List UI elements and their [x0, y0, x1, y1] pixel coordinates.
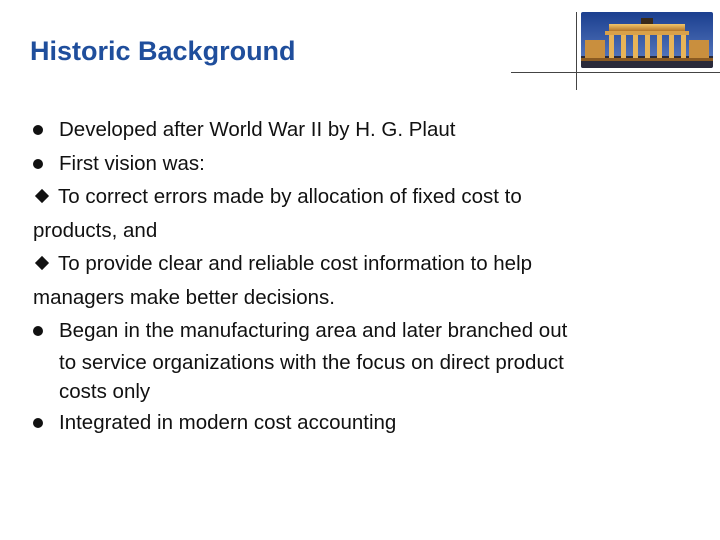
bullet-dot-icon [33, 326, 43, 336]
diamond-item [33, 180, 673, 214]
slide-title: Historic Background [30, 36, 296, 66]
bullet-continuation: costs only [59, 379, 151, 403]
vertical-divider [576, 12, 577, 90]
bullet-text: Integrated in modern cost accounting [59, 410, 397, 434]
bullet-item [33, 147, 673, 181]
bullet-dot-icon [33, 418, 43, 428]
diamond-text: To correct errors made by allocation of fixed cost to [58, 185, 522, 208]
diamond-bullet-icon [35, 256, 49, 270]
diamond-item-continuation: managers make better decisions. [33, 285, 335, 309]
bullet-text: Developed after World War II by H. G. Plaut [59, 118, 456, 141]
brandenburg-gate-graphic [581, 12, 713, 68]
bullet-text: Began in the manufacturing area and later branched out [59, 319, 568, 342]
slide-body [33, 113, 673, 439]
bullet-item [33, 314, 673, 348]
bullet-item [33, 406, 673, 440]
diamond-bullet-icon [35, 189, 49, 203]
diamond-item [33, 247, 673, 281]
bullet-text: First vision was: [59, 151, 205, 175]
horizontal-divider [511, 72, 720, 73]
diamond-item-continuation: products, and [33, 218, 158, 242]
bullet-dot-icon [33, 125, 43, 135]
bullet-item [33, 113, 673, 147]
brandenburg-gate-photo [581, 12, 713, 68]
bullet-continuation: to service organizations with the focus on direct product [59, 350, 564, 374]
diamond-text: To provide clear and reliable cost information to help [58, 252, 533, 275]
bullet-dot-icon [33, 159, 43, 169]
